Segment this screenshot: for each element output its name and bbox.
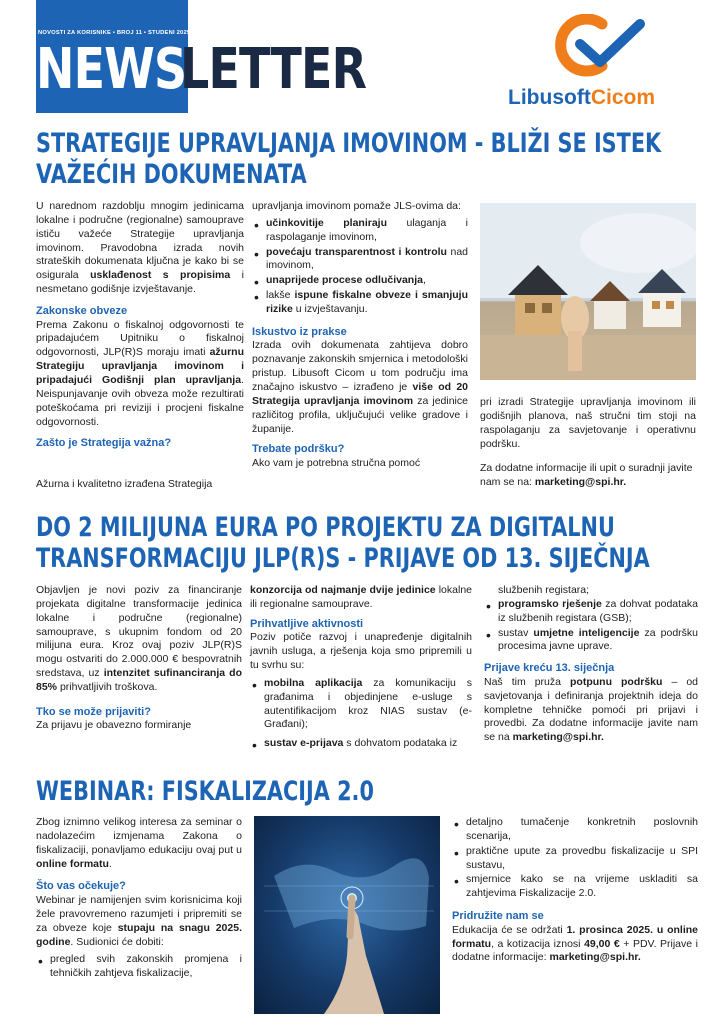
paragraph: Izrada ovih dokumenata zahtijeva dobro poznavanje zakonskih smjernica i metodološki pristup. Libusoft Cicom u tom području ima značajno iskustvo – izrađeno je više od 20 Strategija upravljanja imovinom za jedinice različitog profila, uključujući velike gradove i županije.: [252, 339, 469, 435]
logo-wordmark: LibusoftCicom: [508, 86, 655, 109]
solutions-list: [250, 677, 472, 751]
paragraph: službenih registara;: [498, 584, 590, 596]
list-item: • sustav umjetne inteligencije za podršku procesima javne uprave.: [484, 627, 698, 655]
webinar-list: [36, 953, 242, 981]
section-title-digital: DO 2 MILIJUNA EURA PO PROJEKTU ZA DIGITALNU TRANSFORMACIJU JLP(R)S - PRIJAVE OD 13. SIJEČNJA: [36, 512, 650, 574]
strategy-column-3: [480, 396, 696, 490]
subheading: Tko se može prijaviti?: [36, 705, 151, 718]
newsletter-title-letter: LETTER: [180, 37, 367, 102]
digital-column-1: [36, 584, 242, 733]
subheading: Iskustvo iz prakse: [252, 325, 347, 338]
logo-swoosh-icon: [508, 14, 698, 84]
digital-globe-photo: [254, 816, 440, 1014]
subheading: Što vas očekuje?: [36, 880, 126, 893]
paragraph: Objavljen je novi poziv za financiranje projekata digitalne transformacije jedinica lokalne i područne (regionalne) samouprave, s ukupnim fondom od 20 milijuna eura. Kroz ovaj poziv JLP(R)S mogu ostvariti do 2.000.000 € bespovratnih sredstava, uz intenzitet sufinanciranja do 85% prihvatljivih troškova.: [36, 584, 242, 694]
list-item: • lakše ispune fiskalne obveze i smanjuju rizike u izvještavanju.: [252, 289, 468, 317]
issue-meta: NOVOSTI ZA KORISNIKE • BROJ 11 • STUDENI 2025.: [38, 30, 193, 36]
paragraph: konzorcija od najmanje dvije jedinice lokalne ili regionalne samouprave.: [250, 584, 472, 610]
email-link[interactable]: marketing@spi.hr.: [534, 476, 627, 489]
list-item: • mobilna aplikacija za komunikaciju s građanima i objedinjene e-usluge s autentifikacijom kroz NIAS sustav (e-Građani);: [250, 677, 472, 732]
company-logo: [508, 14, 698, 114]
strategy-column-1-tail: [36, 478, 244, 492]
webinar-column-2: [452, 816, 698, 965]
houses-photo: [480, 203, 696, 380]
section-title-strategy: STRATEGIJE UPRAVLJANJA IMOVINOM - BLIŽI SE ISTEK VAŽEĆIH DOKUMENATA: [36, 128, 662, 190]
paragraph: Za prijavu je obavezno formiranje: [36, 719, 192, 732]
paragraph: Ako vam je potrebna stručna pomoć: [252, 456, 421, 469]
solutions-list-cont: [484, 598, 698, 654]
paragraph: pri izradi Strategije upravljanja imovinom ili godišnjih planova, naš stručni tim stoji na raspolaganju za savjetovanje i operativnu podršku.: [480, 396, 696, 450]
webinar-list-cont: [452, 816, 698, 901]
webinar-column-1: [36, 816, 242, 982]
globe-hand-illustration: [254, 816, 440, 1014]
list-item: • sustav e-prijava s dohvatom podataka iz: [250, 737, 472, 751]
houses-illustration: [480, 203, 696, 380]
paragraph: Poziv potiče razvoj i unapređenje digitalnih javnih usluga, a rješenja koja smo pripremili u tu svrhu su:: [250, 631, 472, 671]
contact-paragraph: Za dodatne informacije ili upit o suradnji javite nam se na: marketing@spi.hr.: [480, 462, 693, 489]
paragraph: Naš tim pruža potpunu podršku – od savjetovanja i definiranja projektnih ideja do kompletne tehničke pomoći pri prijavi i provedbi. Za dodatne informacije javite nam se na marketing@spi.hr.: [484, 675, 699, 744]
paragraph: Edukacija će se održati 1. prosinca 2025. u online formatu, a kotizacija iznosi 49,00 € + PDV. Prijave i dodatne informacije: marketing@spi.hr.: [452, 923, 699, 964]
digital-column-2: [250, 584, 472, 752]
email-link[interactable]: marketing@spi.hr.: [512, 731, 604, 744]
newsletter-title-news: NEWS: [36, 37, 187, 102]
paragraph: Zbog iznimno velikog interesa za seminar o nadolazećim izmjenama Zakona o fiskalizaciji, ponavljamo edukaciju ovaj put u online formatu.: [36, 816, 242, 870]
digital-column-3: [484, 584, 698, 745]
subheading: Prihvatljive aktivnosti: [250, 617, 364, 630]
subheading: Trebate podršku?: [252, 443, 345, 456]
section-title-webinar: WEBINAR: FISKALIZACIJA 2.0: [36, 776, 374, 807]
strategy-column-2: [252, 200, 468, 471]
list-item: • povećaju transparentnost i kontrolu nad imovinom,: [252, 246, 468, 274]
paragraph: Webinar je namijenjen svim korisnicima koji žele pravovremeno razumjeti i pripremiti se za obveze koje stupaju na snagu 2025. godine. Sudionici će dobiti:: [36, 893, 242, 948]
subheading: Prijave kreću 13. siječnja: [484, 662, 615, 675]
paragraph: upravljanja imovinom pomaže JLS-ovima da:: [252, 200, 461, 212]
paragraph: Ažurna i kvalitetno izrađena Strategija: [36, 478, 213, 490]
paragraph: Prema Zakonu o fiskalnoj odgovornosti te pripadajućem Upitniku o fiskalnoj odgovornosti, JLP(R)S moraju imati ažurnu Strategiju upravljanja imovinom i pripadajući Godišnji plan upravljanja. Neispunjavanje ovih obveza može rezultirati poteškoćama pri reviziji i procjeni fiskalne odgovornosti.: [36, 318, 244, 428]
list-item: • detaljno tumačenje konkretnih poslovnih scenarija,: [452, 816, 698, 844]
subheading: Zakonske obveze: [36, 305, 128, 318]
benefits-list: [252, 217, 468, 317]
email-link[interactable]: marketing@spi.hr.: [549, 951, 641, 964]
subheading: Pridružite nam se: [452, 910, 544, 923]
list-item: • programsko rješenje za dohvat podataka iz službenih registara (GSB);: [484, 598, 698, 626]
list-item: • pregled svih zakonskih promjena i tehničkih zahtjeva fiskalizacije,: [36, 953, 242, 981]
list-item: • unaprijede procese odlučivanja,: [252, 274, 468, 288]
subheading: Zašto je Strategija važna?: [36, 437, 172, 450]
paragraph: U narednom razdoblju mnogim jedinicama lokalne i područne (regionalne) samouprave ističu važeće Strategije upravljanja imovinom. Pravodobna izrada novih strateških dokumenata ključna je kako bi se osigurala usklađenost s propisima i nesmetano godišnje izvještavanje.: [36, 200, 244, 296]
list-item: • smjernice kako se na vrijeme uskladiti sa zahtjevima Fiskalizacije 2.0.: [452, 873, 698, 901]
list-item: • učinkovitije planiraju ulaganja i raspolaganje imovinom,: [252, 217, 468, 245]
list-item: • praktične upute za provedbu fiskalizacije u SPI sustavu,: [452, 845, 698, 873]
strategy-column-1: [36, 200, 244, 451]
